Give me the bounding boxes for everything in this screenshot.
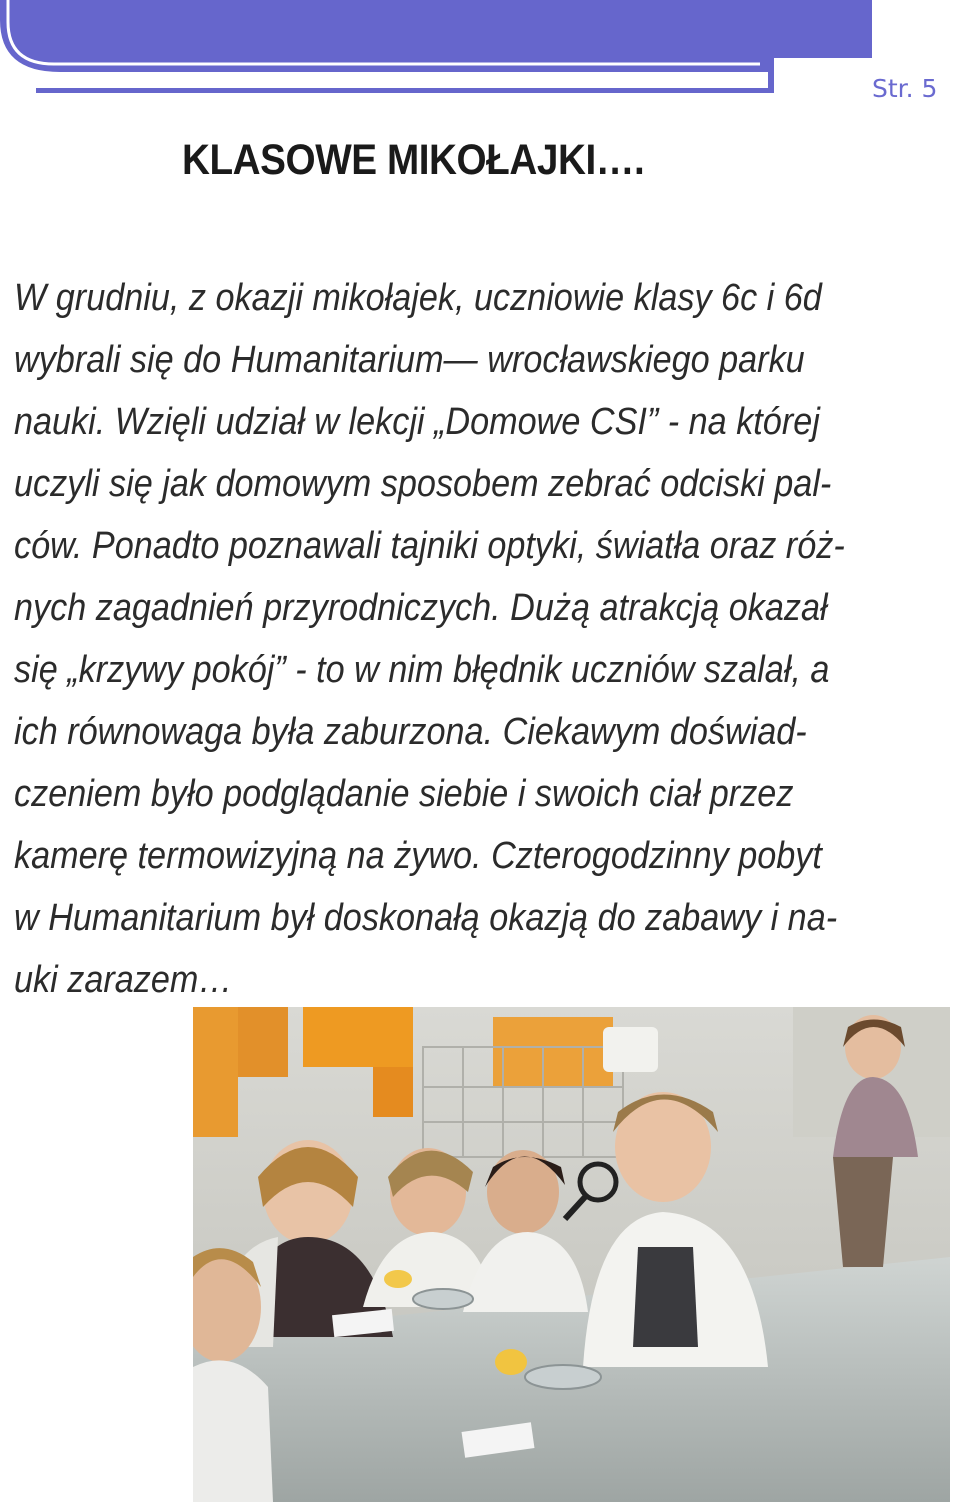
header-band [0, 0, 872, 108]
body-line: się „krzywy pokój” - to w nim błędnik uczniów szalał, a [14, 649, 830, 691]
article-title: KLASOWE MIKOŁAJKI…. [182, 136, 645, 184]
body-line: wybrali się do Humanitarium— wrocławskiego parku [14, 339, 805, 381]
classroom-photo [193, 1007, 950, 1502]
body-line: nych zagadnień przyrodniczych. Dużą atrakcją okazał [14, 587, 828, 629]
body-line: ców. Ponadto poznawali tajniki optyki, światła oraz róż- [14, 525, 845, 567]
body-line: czeniem było podglądanie siebie i swoich ciał przez [14, 773, 794, 815]
body-line: uczyli się jak domowym sposobem zebrać odciski pal- [14, 463, 832, 505]
body-line: W grudniu, z okazji mikołajek, uczniowie klasy 6c i 6d [14, 277, 822, 319]
body-line: nauki. Wzięli udział w lekcji „Domowe CSI” - na której [14, 401, 820, 443]
article-body [14, 267, 869, 1011]
page-number: Str. 5 [872, 74, 938, 103]
body-line: w Humanitarium był doskonałą okazją do zabawy i na- [14, 897, 838, 939]
body-line: kamerę termowizyjną na żywo. Czterogodzinny pobyt [14, 835, 822, 877]
body-line: ich równowaga była zaburzona. Ciekawym doświad- [14, 711, 807, 753]
body-line: uki zarazem… [14, 959, 233, 1001]
